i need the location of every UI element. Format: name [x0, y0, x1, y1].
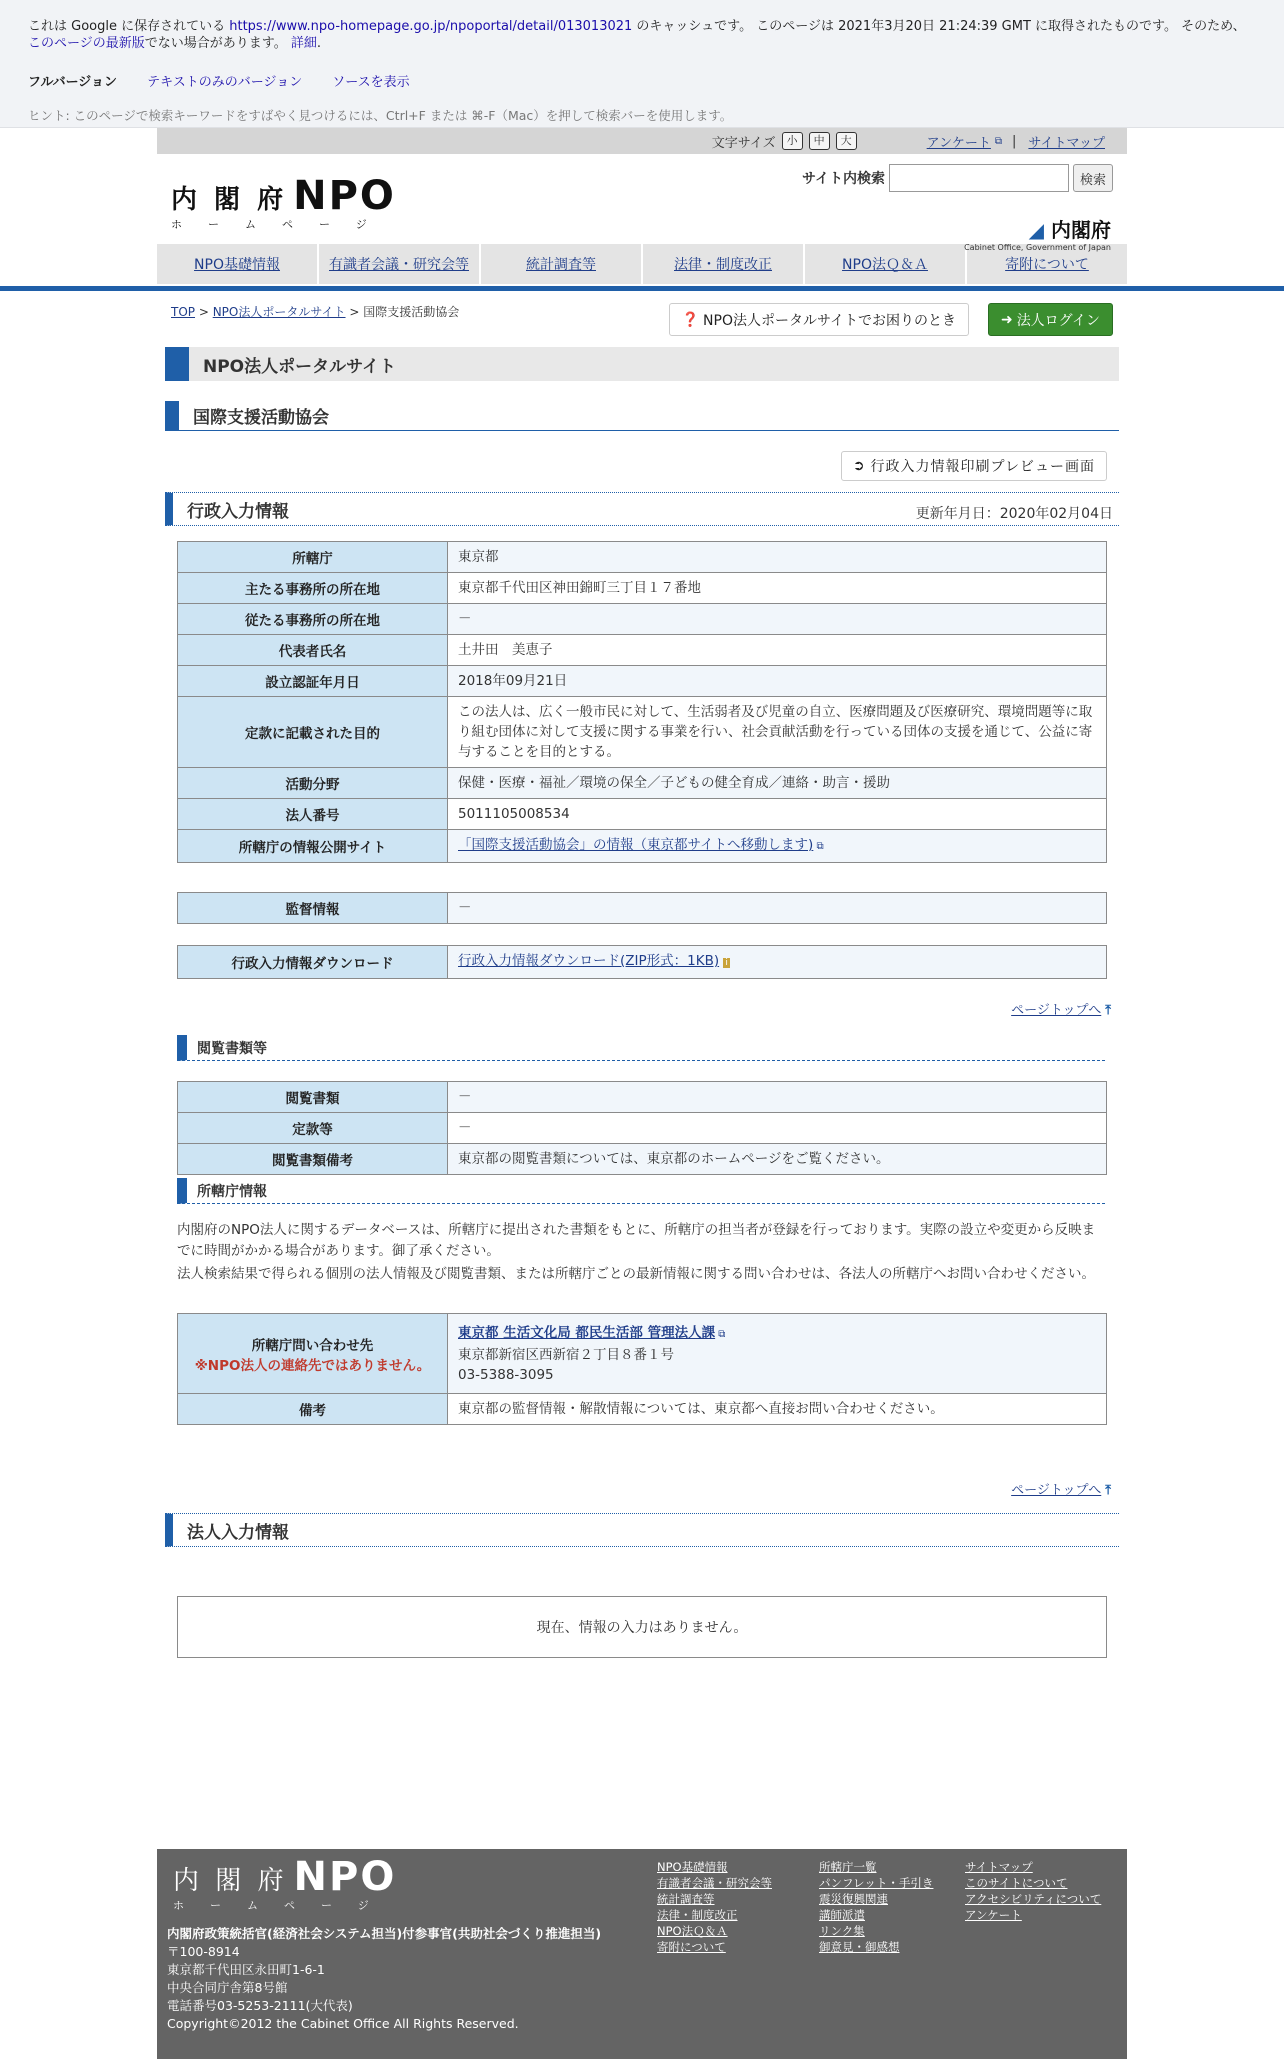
font-size-label: 文字サイズ — [711, 135, 776, 151]
authority-contact-link[interactable]: 東京都 生活文化局 都民生活部 管理法人課 — [458, 1324, 716, 1341]
contact-phone: 03-5388-3095 — [458, 1366, 554, 1383]
footer-nav-col-2 — [819, 1859, 933, 1955]
font-medium-button[interactable]: 中 — [809, 132, 830, 150]
nav-npo-qa[interactable]: NPO法Ｑ＆Ａ — [805, 244, 967, 284]
cabinet-office-mark-icon: ◢ — [1028, 218, 1045, 242]
table-row: 所轄庁の情報公開サイト 「国際支援活動協会」の情報（東京都サイトへ移動します) ⧉ — [178, 830, 1107, 863]
search-button[interactable]: 検索 — [1073, 164, 1113, 192]
footer-link[interactable]: 震災復興関連 — [819, 1892, 888, 1906]
footer-link[interactable]: 所轄庁一覧 — [819, 1860, 877, 1874]
help-button[interactable]: ❓ NPO法人ポータルサイトでお困りのとき — [669, 303, 969, 336]
table-row: 定款に記載された目的 この法人は、広く一般市民に対して、生活弱者及び児童の自立、医療問題及び医療研究、環境問題等に取り組む団体に対して支援に関する事業を行い、社会貢献活動を行っている団体の支援を通じて、公益に寄与することを目的とする。 — [178, 697, 1107, 768]
footer-nav-col-1 — [657, 1859, 772, 1955]
site-search — [802, 164, 1113, 192]
footer-link[interactable]: 講師派遣 — [819, 1908, 865, 1922]
footer-link[interactable]: 御意見・御感想 — [819, 1940, 900, 1954]
logo-title: 内 閣 府 NPO — [173, 1854, 397, 1900]
portal-title: NPO法人ポータルサイト — [165, 347, 1119, 381]
table-row: 主たる事務所の所在地 東京都千代田区神田錦町三丁目１７番地 — [178, 573, 1107, 604]
external-link-icon: ⧉ — [994, 135, 1003, 147]
latest-version-link[interactable]: このページの最新版 — [28, 36, 145, 51]
arrow-up-icon: ⤒ — [1105, 1483, 1111, 1498]
details-link[interactable]: 詳細 — [290, 36, 317, 51]
breadcrumb-current: 国際支援活動協会 — [363, 305, 460, 319]
footer-link[interactable]: アクセシビリティについて — [965, 1892, 1102, 1906]
footer-org: 内閣府政策統括官(経済社会システム担当)付参事官(共助社会づくり推進担当) — [167, 1926, 602, 1941]
site-header — [157, 128, 1127, 284]
cabinet-office-en: Cabinet Office, Government of Japan — [964, 243, 1111, 252]
utility-bar — [157, 128, 1127, 154]
footer-link[interactable]: NPO基礎情報 — [657, 1860, 728, 1874]
authority-site-link[interactable]: 「国際支援活動協会」の情報（東京都サイトへ移動します) — [458, 837, 814, 853]
logo-npo: NPO — [293, 173, 396, 219]
font-large-button[interactable]: 大 — [836, 132, 857, 150]
font-size-switcher — [712, 132, 857, 151]
footer-link[interactable]: リンク集 — [819, 1924, 865, 1938]
external-link-icon: ⧉ — [813, 841, 824, 852]
logo-title — [171, 173, 396, 219]
authority-para-2: 法人検索結果で得られる個別の法人情報及び閲覧書類、または所轄庁ごとの最新情報に関する問い合わせは、各法人の所轄庁へお問い合わせください。 — [177, 1266, 1095, 1282]
breadcrumb-top[interactable]: TOP — [171, 305, 196, 319]
footer-contact-info: 内閣府政策統括官(経済社会システム担当)付参事官(共助社会づくり推進担当) 〒100-8914 東京都千代田区永田町1-6-1 中央合同庁舎第8号館 電話番号03-5253-2111(大代表) Copyright©2012 the Cabinet Office All Rights Reserved. — [167, 1926, 602, 2031]
table-row: 設立認証年月日 2018年09月21日 — [178, 666, 1107, 697]
copyright: Copyright©2012 the Cabinet Office All Rights Reserved. — [167, 2016, 519, 2031]
view-source-link[interactable]: ソースを表示 — [332, 75, 410, 90]
nav-law-reform[interactable]: 法律・制度改正 — [643, 244, 805, 284]
footer-nav-col-3 — [965, 1859, 1101, 1923]
authority-section-title: 所轄庁情報 — [177, 1178, 1105, 1204]
cache-text-2: のキャッシュです。 このページは 2021年3月20日 21:24:39 GMT に取得されたものです。 そのため、 — [632, 19, 1246, 34]
docs-table — [177, 1081, 1107, 1175]
docs-section-title: 閲覧書類等 — [177, 1035, 1105, 1061]
pagetop-link-2[interactable]: ページトップへ ⤒ — [1011, 1483, 1111, 1498]
contact-warning: ※NPO法人の連絡先ではありません。 — [194, 1357, 431, 1374]
footer-link[interactable]: パンフレット・手引き — [819, 1876, 934, 1890]
cabinet-office-name: 内閣府 — [1051, 218, 1111, 242]
corp-section-title: 法人入力情報 — [165, 1513, 1119, 1547]
logo-kanji: 内 閣 府 — [171, 185, 288, 215]
table-row: 法人番号 5011105008534 — [178, 799, 1107, 830]
authority-para-1: 内閣府のNPO法人に関するデータベースは、所轄庁に提出された書類をもとに、所轄庁の担当者が登録を行っております。実際の設立や変更から反映までに時間がかかる場合があります。御了承ください。 — [177, 1222, 1096, 1259]
npo-logo[interactable] — [171, 173, 396, 232]
footer-link[interactable]: サイトマップ — [965, 1860, 1033, 1874]
cabinet-office-logo[interactable] — [964, 214, 1111, 252]
google-cache-banner — [0, 0, 1284, 128]
nav-statistics[interactable]: 統計調査等 — [481, 244, 643, 284]
info-icon: i — [725, 958, 728, 968]
text-only-link[interactable]: テキストのみのバージョン — [147, 75, 303, 90]
main-content — [157, 291, 1127, 2031]
table-row: 行政入力情報ダウンロード 行政入力情報ダウンロード(ZIP形式：1KB) i — [178, 946, 1107, 979]
admin-info-table — [177, 541, 1107, 863]
table-row: 閲覧書類 － — [178, 1082, 1107, 1113]
arrow-up-icon: ⤒ — [1105, 1003, 1111, 1018]
footer-link[interactable]: 有識者会議・研究会等 — [657, 1876, 772, 1890]
full-version-label: フルバージョン — [28, 75, 118, 90]
logo-kana: ホームページ — [171, 218, 393, 231]
breadcrumb-portal[interactable]: NPO法人ポータルサイト — [212, 305, 346, 319]
nav-donation[interactable]: 寄附について — [1005, 257, 1089, 273]
cache-version-links — [28, 74, 1256, 91]
admin-section-title: 行政入力情報 更新年月日：2020年02月04日 — [165, 492, 1119, 526]
external-link-icon: ⧉ — [715, 1328, 726, 1340]
footer-logo[interactable]: 内 閣 府 NPO ホームページ — [173, 1854, 397, 1912]
font-small-button[interactable]: 小 — [782, 132, 803, 150]
table-row: 活動分野 保健・医療・福祉／環境の保全／子どもの健全育成／連絡・助言・援助 — [178, 768, 1107, 799]
footer-link[interactable]: アンケート — [965, 1908, 1022, 1922]
table-row: 定款等 － — [178, 1113, 1107, 1144]
org-title: 国際支援活動協会 — [165, 401, 1119, 431]
print-preview-button[interactable]: ➲ 行政入力情報印刷プレビュー画面 — [841, 451, 1107, 481]
download-link[interactable]: 行政入力情報ダウンロード(ZIP形式：1KB) — [458, 953, 720, 969]
cache-hint: ヒント: このページで検索キーワードをすばやく見つけるには、Ctrl+F または ⌘-F（Mac）を押して検索バーを使用します。 — [28, 108, 733, 123]
corp-empty-box: 現在、情報の入力はありません。 — [177, 1596, 1107, 1658]
search-input[interactable] — [889, 164, 1069, 192]
login-button[interactable]: ➜ 法人ログイン — [988, 303, 1113, 336]
footer-link[interactable]: NPO法Ｑ＆Ａ — [657, 1924, 728, 1938]
table-row: 従たる事務所の所在地 － — [178, 604, 1107, 635]
arrow-circle-icon: ➲ — [852, 458, 866, 474]
table-row: 監督情報 － — [178, 893, 1107, 924]
footer — [157, 1849, 1127, 2059]
table-row: 閲覧書類備考 東京都の閲覧書類については、東京都のホームページをご覧ください。 — [178, 1144, 1107, 1175]
cache-text-3: でない場合があります。 — [144, 36, 291, 51]
cache-url-link[interactable]: https://www.npo-homepage.go.jp/npoportal/detail/013013021 — [229, 19, 633, 34]
table-row: 所轄庁問い合わせ先 ※NPO法人の連絡先ではありません。 東京都 生活文化局 都民生活部 管理法人課 ⧉ 東京都新宿区西新宿２丁目８番１号 03-5388-3095 — [178, 1314, 1107, 1394]
search-label: サイト内検索 — [801, 171, 885, 187]
download-table — [177, 945, 1107, 979]
cache-text: これは Google に保存されている — [28, 19, 230, 34]
update-date: 更新年月日：2020年02月04日 — [915, 506, 1113, 522]
footer-link[interactable]: 寄附について — [657, 1940, 726, 1954]
login-icon: ➜ — [1000, 311, 1013, 328]
table-row: 代表者氏名 土井田 美恵子 — [178, 635, 1107, 666]
table-row: 備考 東京都の監督情報・解散情報については、東京都へ直接お問い合わせください。 — [178, 1394, 1107, 1425]
supervision-table — [177, 892, 1107, 924]
footer-link[interactable]: 統計調査等 — [657, 1892, 715, 1906]
pagetop-link-1[interactable]: ページトップへ ⤒ — [1011, 1003, 1111, 1018]
contact-address: 東京都新宿区西新宿２丁目８番１号 — [458, 1346, 674, 1363]
footer-link[interactable]: 法律・制度改正 — [657, 1908, 738, 1922]
cache-notice: これは Google に保存されている https://www.npo-homepage.go.jp/npoportal/detail/013013021 のキャッシュです。 このページは 2021年3月20日 21:24:39 GMT に取得されたものです。 そのため、このページの最新版でない場合があります。 詳細. — [28, 19, 1246, 51]
nav-npo-basics[interactable]: NPO基礎情報 — [157, 244, 319, 284]
authority-contact-table — [177, 1313, 1107, 1425]
header-main — [157, 154, 1127, 252]
divider: | — [1012, 133, 1017, 149]
sitemap-link[interactable]: サイトマップ — [1028, 135, 1105, 151]
question-icon: ❓ — [681, 311, 700, 328]
footer-link[interactable]: このサイトについて — [965, 1876, 1068, 1890]
nav-expert-meetings[interactable]: 有識者会議・研究会等 — [319, 244, 481, 284]
breadcrumb: TOP > NPO法人ポータルサイト > 国際支援活動協会 — [171, 305, 460, 319]
table-row: 所轄庁 東京都 — [178, 542, 1107, 573]
survey-link[interactable]: アンケート — [926, 135, 991, 151]
